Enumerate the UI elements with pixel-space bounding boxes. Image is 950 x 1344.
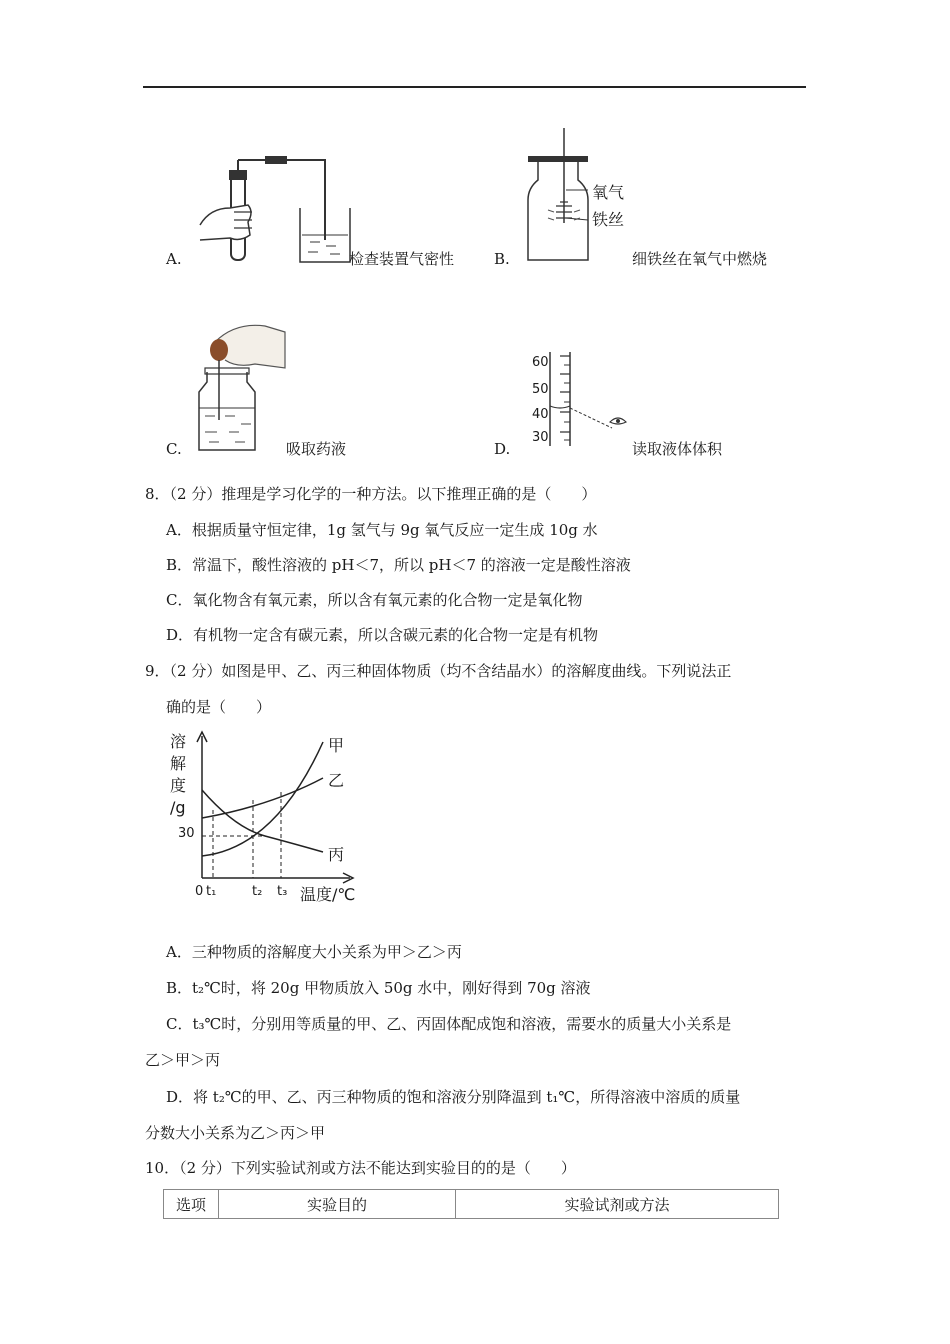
series-label-jia: 甲 (328, 736, 345, 755)
q7-option-b-caption: 细铁丝在氧气中燃烧 (632, 250, 768, 268)
table-header-method: 实验试剂或方法 (456, 1190, 779, 1219)
chart-xtick-t1: t₁ (206, 884, 217, 899)
q9-option-a: A．三种物质的溶解度大小关系为甲＞乙＞丙 (166, 943, 462, 961)
q8-option-d: D．有机物一定含有碳元素，所以含碳元素的化合物一定是有机物 (166, 626, 599, 644)
tick-30: 30 (532, 430, 549, 445)
tick-60: 60 (532, 355, 549, 370)
chart-xlabel: 温度/℃ (300, 885, 356, 904)
q8-option-c: C．氧化物含有氧元素，所以含有氧元素的化合物一定是氧化物 (166, 591, 583, 609)
q9-option-d-line2: 分数大小关系为乙＞丙＞甲 (145, 1124, 326, 1142)
series-label-bing: 丙 (328, 845, 345, 864)
table-header-purpose: 实验目的 (219, 1190, 456, 1219)
q9-option-d-line1: D．将 t₂℃的甲、乙、丙三种物质的饱和溶液分别降温到 t₁℃，所得溶液中溶质的质量 (166, 1088, 741, 1106)
q8-stem: 8．（2 分）推理是学习化学的一种方法。以下推理正确的是（ ） (145, 485, 597, 503)
q9-stem-line1: 9．（2 分）如图是甲、乙、丙三种固体物质（均不含结晶水）的溶解度曲线。下列说法正 (145, 662, 732, 680)
ylabel-char-3: 度 (170, 776, 187, 795)
q9-stem-line2: 确的是（ ） (166, 698, 272, 716)
q7-option-c-caption: 吸取药液 (286, 440, 347, 458)
q7-option-c-label: C. (166, 440, 182, 458)
tick-40: 40 (532, 407, 549, 422)
b-tag-iron-wire: 铁丝 (592, 210, 625, 229)
table-header-row (164, 1190, 779, 1219)
ylabel-char-1: 溶 (170, 732, 187, 751)
series-line-jia (202, 742, 323, 856)
q8-option-b: B．常温下，酸性溶液的 pH＜7，所以 pH＜7 的溶液一定是酸性溶液 (166, 556, 631, 574)
q7-option-d-label: D. (494, 440, 511, 458)
series-line-yi (202, 778, 323, 818)
ylabel-char-4: /g (170, 798, 186, 817)
figure-airtightness-check (190, 150, 350, 270)
chart-xtick-t2: t₂ (252, 884, 263, 899)
table-header-option: 选项 (164, 1190, 219, 1219)
series-label-yi: 乙 (328, 771, 345, 790)
b-tag-oxygen: 氧气 (592, 183, 625, 202)
tick-50: 50 (532, 382, 549, 397)
ylabel-char-2: 解 (170, 754, 187, 773)
q7-option-b-label: B. (494, 250, 510, 268)
header-rule (143, 86, 806, 88)
q10-table (163, 1189, 779, 1219)
chart-ytick-30: 30 (178, 826, 195, 841)
q7-option-d-caption: 读取液体体积 (632, 440, 723, 458)
q10-stem: 10．（2 分）下列实验试剂或方法不能达到实验目的的是（ ） (145, 1159, 576, 1177)
chart-ylabel (170, 731, 186, 819)
q7-option-a-label: A. (166, 250, 182, 268)
figure-dropper (195, 320, 290, 452)
q7-option-a-caption: 检查装置气密性 (349, 250, 455, 268)
chart-xtick-t3: t₃ (277, 884, 288, 899)
q9-option-c-line1: C．t₃℃时，分别用等质量的甲、乙、丙固体配成饱和溶液，需要水的质量大小关系是 (166, 1015, 732, 1033)
q9-option-c-line2: 乙＞甲＞丙 (145, 1051, 221, 1069)
q8-option-a: A．根据质量守恒定律，1g 氢气与 9g 氧气反应一定生成 10g 水 (166, 521, 598, 539)
series-line-bing (202, 790, 323, 852)
chart-xtick-0: 0 (195, 884, 204, 899)
q9-option-b: B．t₂℃时，将 20g 甲物质放入 50g 水中，刚好得到 70g 溶液 (166, 979, 591, 997)
